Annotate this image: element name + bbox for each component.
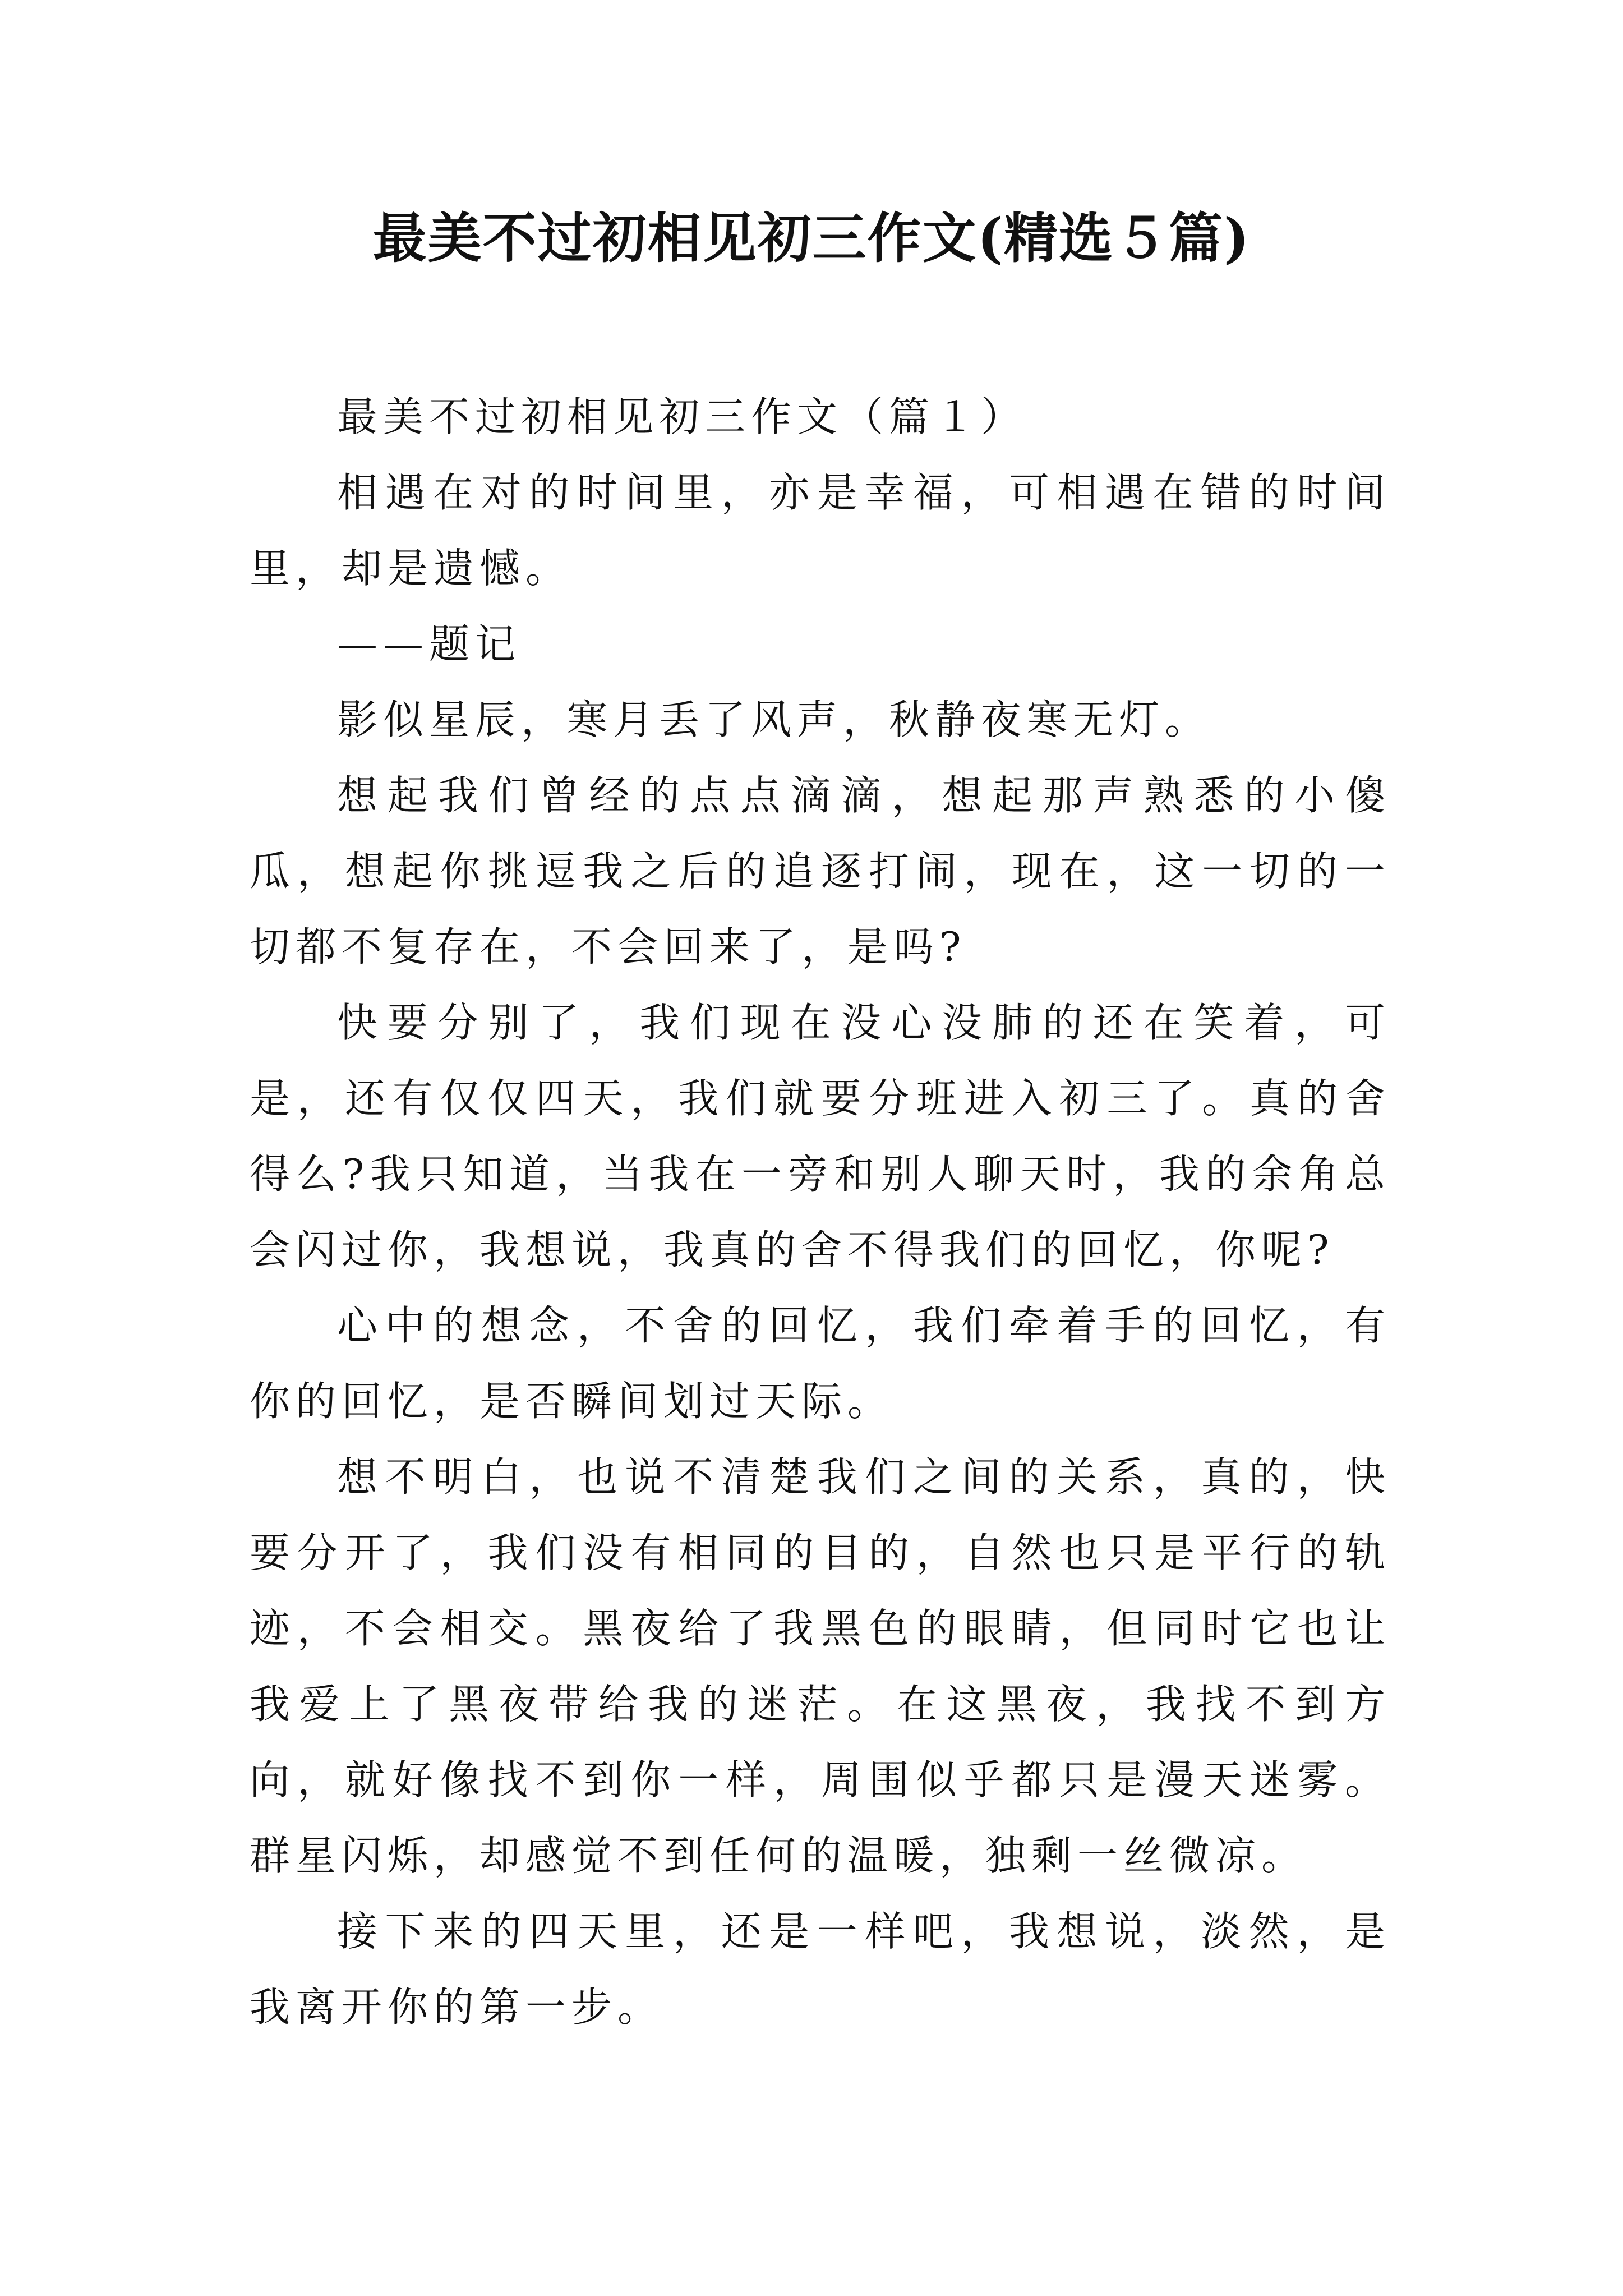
paragraph: 接下来的四天里，还是一样吧，我想说，淡然，是我离开你的第一步。 [250,1908,1391,2031]
paragraph: 相遇在对的时间里，亦是幸福，可相遇在错的时间里，却是遗憾。 [250,469,1391,592]
document-body [250,379,1391,2045]
section-heading: 最美不过初相见初三作文（篇１） [337,393,1027,440]
paragraph: 心中的想念，不舍的回忆，我们牵着手的回忆，有你的回忆，是否瞬间划过天际。 [250,1302,1391,1425]
paragraph: ——题记 [337,620,522,668]
document-title: 最美不过初相见初三作文(精选５篇) [372,206,1251,270]
paragraph: 快要分别了，我们现在没心没肺的还在笑着，可是，还有仅仅四天，我们就要分班进入初三了。真的舍得么?我只知道，当我在一旁和别人聊天时，我的余角总会闪过你，我想说，我真的舍不得我们的回忆，你呢? [250,999,1391,1273]
paragraph: 想不明白，也说不清楚我们之间的关系，真的，快要分开了，我们没有相同的目的，自然也只是平行的轨迹，不会相交。黑夜给了我黑色的眼睛，但同时它也让我爱上了黑夜带给我的迷茫。在这黑夜，我找不到方向，就好像找不到你一样，周围似乎都只是漫天迷雾。群星闪烁，却感觉不到任何的温暖，独剩一丝微凉。 [250,1453,1391,1879]
paragraph: 影似星辰，寒月丢了风声，秋静夜寒无灯。 [337,696,1211,743]
paragraph: 想起我们曾经的点点滴滴，想起那声熟悉的小傻瓜，想起你挑逗我之后的追逐打闹，现在，这一切的一切都不复存在，不会回来了，是吗? [250,772,1391,970]
